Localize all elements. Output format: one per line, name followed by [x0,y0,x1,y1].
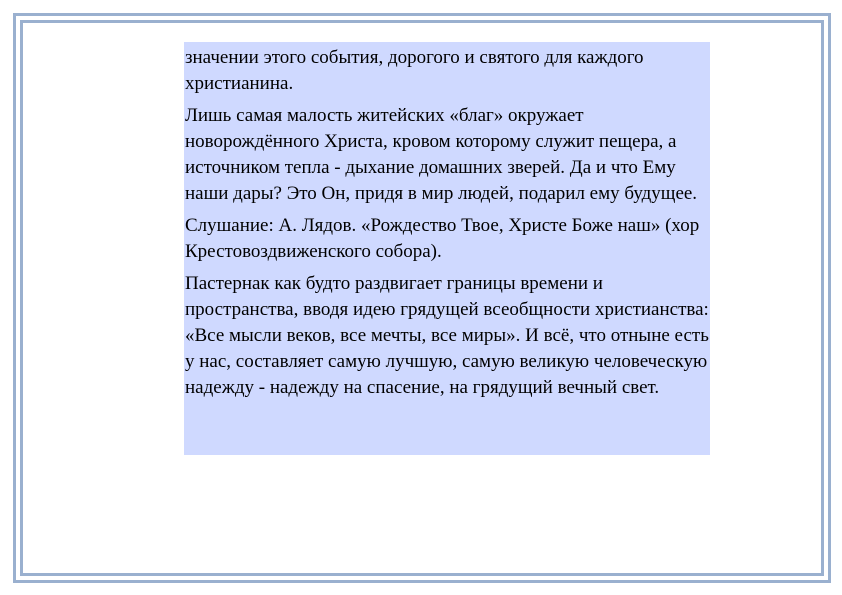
paragraph-pasternak: Пастернак как будто раздвигает границы времени и пространства, вводя идею грядущей всеобщности христианства: «Все мысли веков, все мечты, все миры». И всё, что отныне есть у нас, составляет самую лучшую, самую великую человеческую надежду - надежду на спасение, на грядущий вечный свет. [185,273,709,398]
paragraph-nativity: Лишь самая малость житейских «благ» окружает новорождённого Христа, кровом которому служит пещера, а источником тепла - дыхание домашних зверей. Да и что Ему наши дары? Это Он, придя в мир людей, подарил ему будущее. [185,105,698,204]
slide-text-box [184,42,710,455]
paragraph-listening: Слушание: А. Лядов. «Рождество Твое, Христе Боже наш» (хор Крестовоздвиженского собора). [185,215,700,262]
paragraph-intro-continuation: значении этого события, дорогого и святого для каждого христианина. [185,47,644,94]
